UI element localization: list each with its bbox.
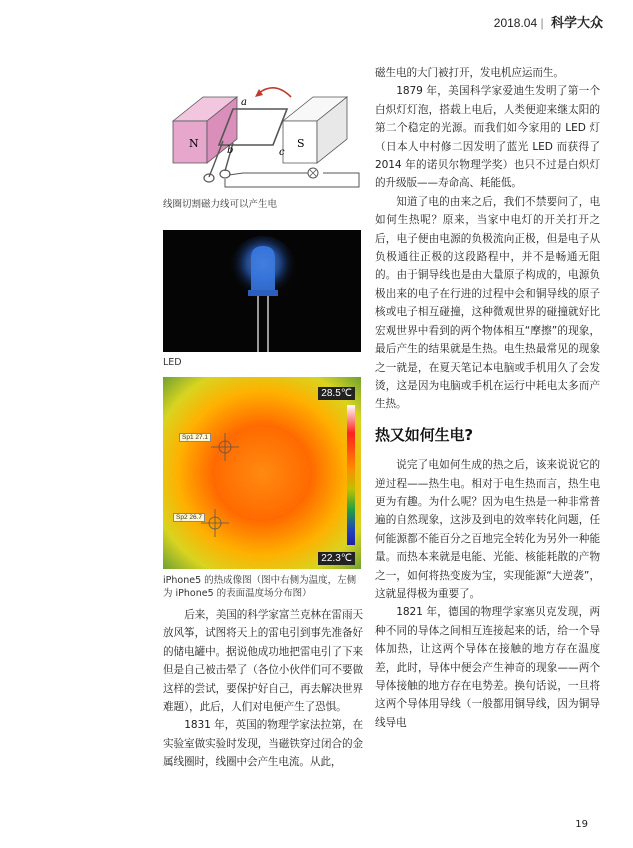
thermal-caption: iPhone5 的热成像图（图中右侧为温度，左侧为 iPhone5 的表面温度场分布图） <box>163 575 357 599</box>
led-caption: LED <box>163 357 182 368</box>
label-b: b <box>227 145 234 156</box>
top-temperature: 28.5℃ <box>318 387 355 400</box>
paragraph: 知道了电的由来之后，我们不禁要问了，电如何生热呢？原来，当家中电灯的开关打开之后，电子便由电源的负极流向正极，但是电子从负极通往正极的这段路程中，并不是畅通无阻的。由于铜导线也是由大量原子构成的，电源负极出来的电子在行进的过程中会和铜导线的原子核或电子相互碰撞，这种微观世界的碰撞就好比宏观世界中看到的两个物体相互“摩擦”的现象，最后产生的结果就是生热。电生热最常见的现象之一就是，在夏天笔记本电脑或手机用久了会发烫，这是因为电脑或手机在运行中耗电太多而产生热。 <box>375 195 600 411</box>
section-heading: 热又如何生电? <box>375 425 474 444</box>
label-a: a <box>241 97 247 108</box>
thermal-image <box>163 377 361 569</box>
coil-diagram <box>163 75 363 193</box>
paragraph: 1831 年，英国的物理学家法拉第，在实验室做实验时发现，当磁铁穿过闭合的金属线圈时，线圈中会产生电流。从此， <box>163 719 363 769</box>
paragraph: 后来，美国的科学家富兰克林在雷雨天放风筝，试图将天上的雷电引到事先准备好的储电罐中。据说他成功地把雷电引了下来但是自己被击晕了（各位小伙伴们可不要做这样的尝试，要保护好自己，再去解决世界难题），此后，人们对电便产生了恐惧。 <box>163 609 363 714</box>
paragraph: 1821 年，德国的物理学家塞贝克发现，两种不同的导体之间相互连接起来的话，给一个导体加热，让这两个导体在接触的地方存在温度差，此时，导体中便会产生神奇的现象——两个导体接触的地方存在电势差。换句话说，一旦将这两个导体用导线（一般都用铜导线，因为铜导线导电 <box>375 606 600 729</box>
page-header: 2018.04 | 科学大众 <box>493 16 603 31</box>
led-photo <box>163 230 361 352</box>
paragraph: 1879 年，美国科学家爱迪生发明了第一个白炽灯灯泡，搭载上电后，人类便迎来继太阳的第二个稳定的光源。而我们如今家用的 LED 灯（日本人中村修二因发明了蓝光 LED 而获得了 2014 年的诺贝尔物理学奖）也只不过是白炽灯的升级版——寿命高、耗能低。 <box>375 85 600 190</box>
paragraph: 磁生电的大门被打开，发电机应运而生。 <box>375 67 564 79</box>
issue-date: 2018.04 <box>493 16 538 30</box>
right-column-text <box>375 64 600 732</box>
left-column-text <box>163 606 363 772</box>
magazine-brand: 科学大众 <box>550 16 603 31</box>
spot2-label: Sp2 26.7 <box>173 513 205 522</box>
label-c: c <box>279 147 285 158</box>
page-number: 19 <box>575 819 588 830</box>
spot1-label: Sp1 27.1 <box>179 433 211 442</box>
label-s: S <box>297 137 305 150</box>
bottom-temperature: 22.3℃ <box>318 552 355 565</box>
paragraph: 说完了电如何生成的热之后，该来说说它的逆过程——热生电。相对于电生热而言，热生电更为有趣。为什么呢？因为电生热是一种非常普遍的自然现象，这涉及到电的效率转化问题，任何能源都不能百分之百地完全转化为另外一种能量。而热本来就是电能、光能、核能耗散的产物之一，如何将热变废为宝，实现能源“大逆袭”，这就显得极为重要了。 <box>375 459 600 600</box>
label-n: N <box>189 137 199 150</box>
coil-caption: 线圈切割磁力线可以产生电 <box>163 199 278 210</box>
